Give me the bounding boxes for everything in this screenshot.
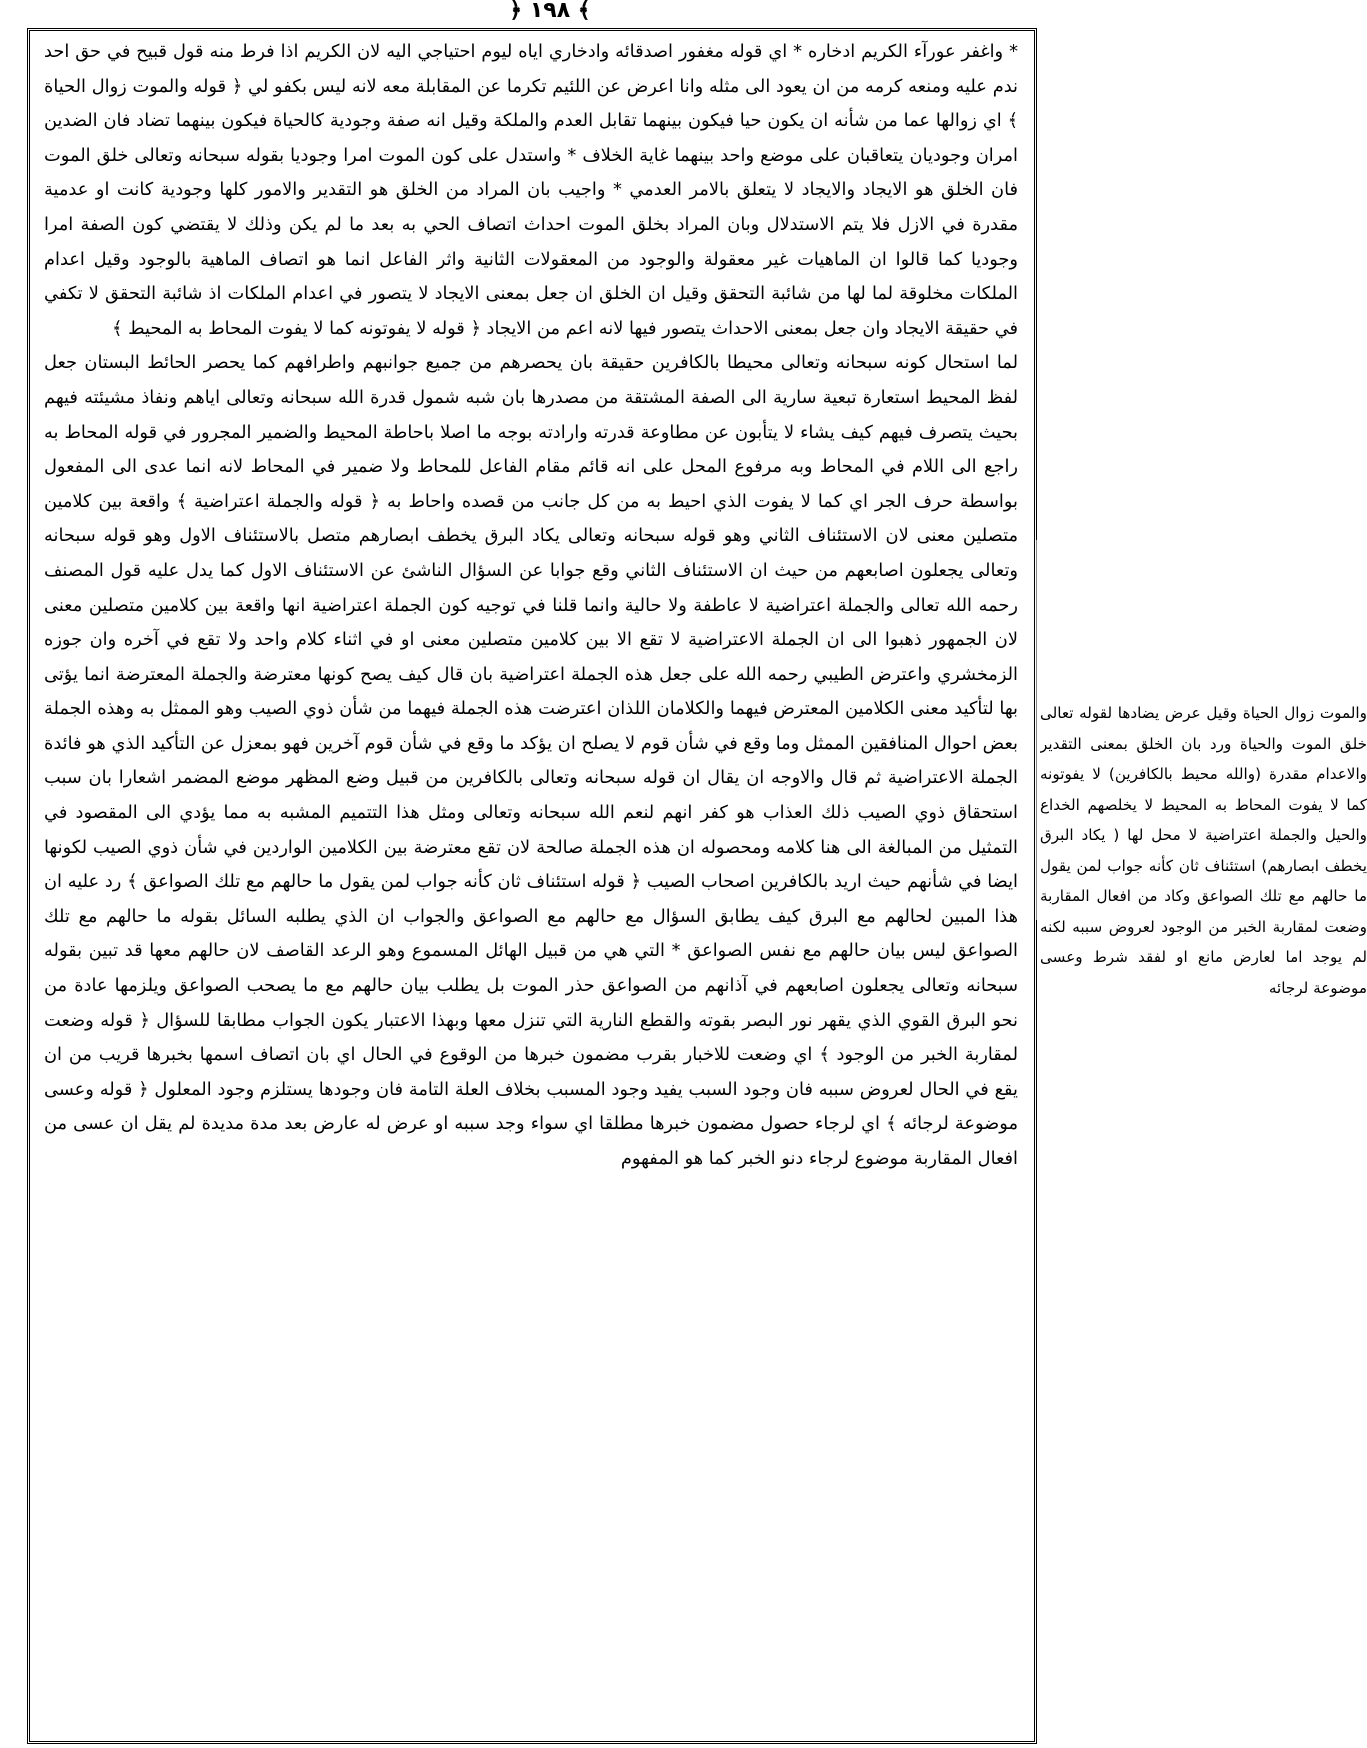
main-text-frame [27, 28, 1037, 1744]
margin-base-text [1040, 698, 1367, 1003]
commentary-text [30, 31, 1034, 1177]
page-number: ﴿ ١٩٨ ﴾ [509, 0, 591, 23]
margin-divider [1036, 540, 1037, 920]
margin-note-paragraph: والموت زوال الحياة وقيل عرض يضادها لقوله تعالى خلق الموت والحياة ورد بان الخلق بمعنى التقدير والاعدام مقدرة (والله محيط بالكافرين) لا يفوتونه كما لا يفوت المحاط به المحيط لا يخلصهم الخداع والحيل والجملة اعتراضية لا محل لها ( يكاد البرق يخطف ابصارهم) استئناف ثان كأنه جواب لمن يقول ما حالهم مع تلك الصواعق وكاد من افعال المقاربة وضعت لمقاربة الخبر من الوجود لعروض سببه لكنه لم يوجد اما لعارض مانع او لفقد شرط وعسى موضوعة لرجائه [1040, 704, 1367, 997]
commentary-paragraph-1: * واغفر عورآء الكريم ادخاره * اي قوله مغفور اصدقائه وادخاري اياه ليوم احتياجي اليه لان الكريم اذا فرط منه قول قبيح في حق احد ندم عليه ومنعه كرمه من ان يعود الى مثله وانا اعرض عن اللئيم تكرما عن المقابلة معه لانه ليس بكفو لي ﴿ قوله والموت زوال الحياة ﴾ اي زوالها عما من شأنه ان يكون حيا فيكون بينهما تقابل العدم والملكة وقيل انه صفة وجودية كالحياة فيكون بينهما تضاد فان الضدين امران وجوديان يتعاقبان على موضع واحد بينهما غاية الخلاف * واستدل على كون الموت امرا وجوديا بقوله سبحانه وتعالى خلق الموت فان الخلق هو الايجاد والايجاد لا يتعلق بالامر العدمي * واجيب بان المراد من الخلق هو التقدير والامور كلها وجودية كانت او عدمية مقدرة في الازل فلا يتم الاستدلال وبان المراد بخلق الموت احداث اتصاف الحي به بعد ما لم يكن وذلك لا يقتضي كون الصفة امرا وجوديا كما قالوا ان الماهيات غير معقولة والوجود من المعقولات الثانية واثر الفاعل انما هو اتصاف الماهية بالوجود وقيل اعدام الملكات مخلوقة لما لها من شائبة التحقق وقيل ان الخلق ان جعل بمعنى الايجاد لا يتصور في اعدام الملكات اذ شائبة التحقق لا تكفي في حقيقة الايجاد وان جعل بمعنى الاحداث يتصور فيها لانه اعم من الايجاد ﴿ قوله لا يفوتونه كما لا يفوت المحاط به المحيط ﴾ [44, 41, 1018, 339]
commentary-paragraph-2: لما استحال كونه سبحانه وتعالى محيطا بالكافرين حقيقة بان يحصرهم من جميع جوانبهم واطرافهم كما يحصر الحائط البستان جعل لفظ المحيط استعارة تبعية سارية الى الصفة المشتقة من مصدرها بان شبه شمول قدرة الله سبحانه وتعالى اياهم ونفاذ مشيئته فيهم بحيث يتصرف فيهم كيف يشاء لا يتأبون عن مطاوعة قدرته وارادته بوجه ما اصلا باحاطة المحيط والضمير المجرور في قوله المحاط به راجع الى اللام في المحاط وبه مرفوع المحل على انه قائم مقام الفاعل للمحاط ولا ضمير في المحاط لانه انما عدى الى المفعول بواسطة حرف الجر اي كما لا يفوت الذي احيط به من كل جانب من قصده واحاط به ﴿ قوله والجملة اعتراضية ﴾ واقعة بين كلامين متصلين معنى لان الاستئناف الثاني وهو قوله سبحانه وتعالى يكاد البرق يخطف ابصارهم متصل بالاستئناف الاول وهو قوله سبحانه وتعالى يجعلون اصابعهم من حيث ان الاستئناف الثاني وقع جوابا عن السؤال الناشئ عن الاستئناف الاول كما يدل عليه قول المصنف رحمه الله تعالى والجملة اعتراضية لا عاطفة ولا حالية وانما قلنا في توجيه كون الجملة اعتراضية انها واقعة بين كلامين متصلين معنى لان الجمهور ذهبوا الى ان الجملة الاعتراضية لا تقع الا بين كلامين متصلين معنى او في اثناء كلام واحد ولا تقع في آخره وان جوزه الزمخشري واعترض الطيبي رحمه الله على جعل هذه الجملة اعتراضية بان قال كيف يصح كونها معترضة والجملة المعترضة انما يؤتى بها لتأكيد معنى الكلامين المعترض فيهما والكلامان اللذان اعترضت هذه الجملة فيهما من شأن ذوي الصيب وهو الممثل به وهذه الجملة بعض احوال المنافقين الممثل وما وقع في شأن قوم لا يصلح ان يؤكد ما وقع في شأن قوم آخرين فهو بمعزل عن التأكيد الذي هو فائدة الجملة الاعتراضية ثم قال والاوجه ان يقال ان قوله سبحانه وتعالى بالكافرين من قبيل وضع المظهر موضع المضمر اشعارا بان سبب استحقاق ذوي الصيب ذلك العذاب هو كفر انهم لنعم الله سبحانه وتعالى ومثل هذا التتميم المشبه به مما يؤدي الى المقصود في التمثيل من المبالغة الى هنا كلامه ومحصوله ان هذه الجملة صالحة لان تقع معترضة بين الكلامين الواردين في شأن ذوي الصيب لكونها ايضا في شأنهم حيث اريد بالكافرين اصحاب الصيب ﴿ قوله استئناف ثان كأنه جواب لمن يقول ما حالهم مع تلك الصواعق ﴾ رد عليه ان هذا المبين لحالهم مع البرق كيف يطابق السؤال مع حالهم مع الصواعق والجواب ان الذي يطلبه السائل بقوله ما حالهم مع تلك الصواعق ليس بيان حالهم مع نفس الصواعق * التي هي من قبيل الهائل المسموع وهو الرعد القاصف لان حالهم معها قد تبين بقوله سبحانه وتعالى يجعلون اصابعهم في آذانهم من الصواعق حذر الموت بل يطلب بيان حالهم مع ما يصحب الصواعق ويلزمها عادة من نحو البرق القوي الذي يقهر نور البصر بقوته والقطع النارية التي تنزل معها وبهذا الاعتبار يكون الجواب مطابقا للسؤال ﴿ قوله وضعت لمقاربة الخبر من الوجود ﴾ اي وضعت للاخبار بقرب مضمون خبرها من الوقوع في الحال اي بان اتصاف اسمها بخبرها قريب من ان يقع في الحال لعروض سببه فان وجود السبب يفيد وجود المسبب بخلاف العلة التامة فان وجودها يستلزم وجود المعلول ﴿ قوله وعسى موضوعة لرجائه ﴾ اي لرجاء حصول مضمون خبرها مطلقا اي سواء وجد سببه او عرض له عارض بعد مدة مديدة لم يقل ان عسى من افعال المقاربة موضوع لرجاء دنو الخبر كما هو المفهوم [44, 352, 1018, 1169]
